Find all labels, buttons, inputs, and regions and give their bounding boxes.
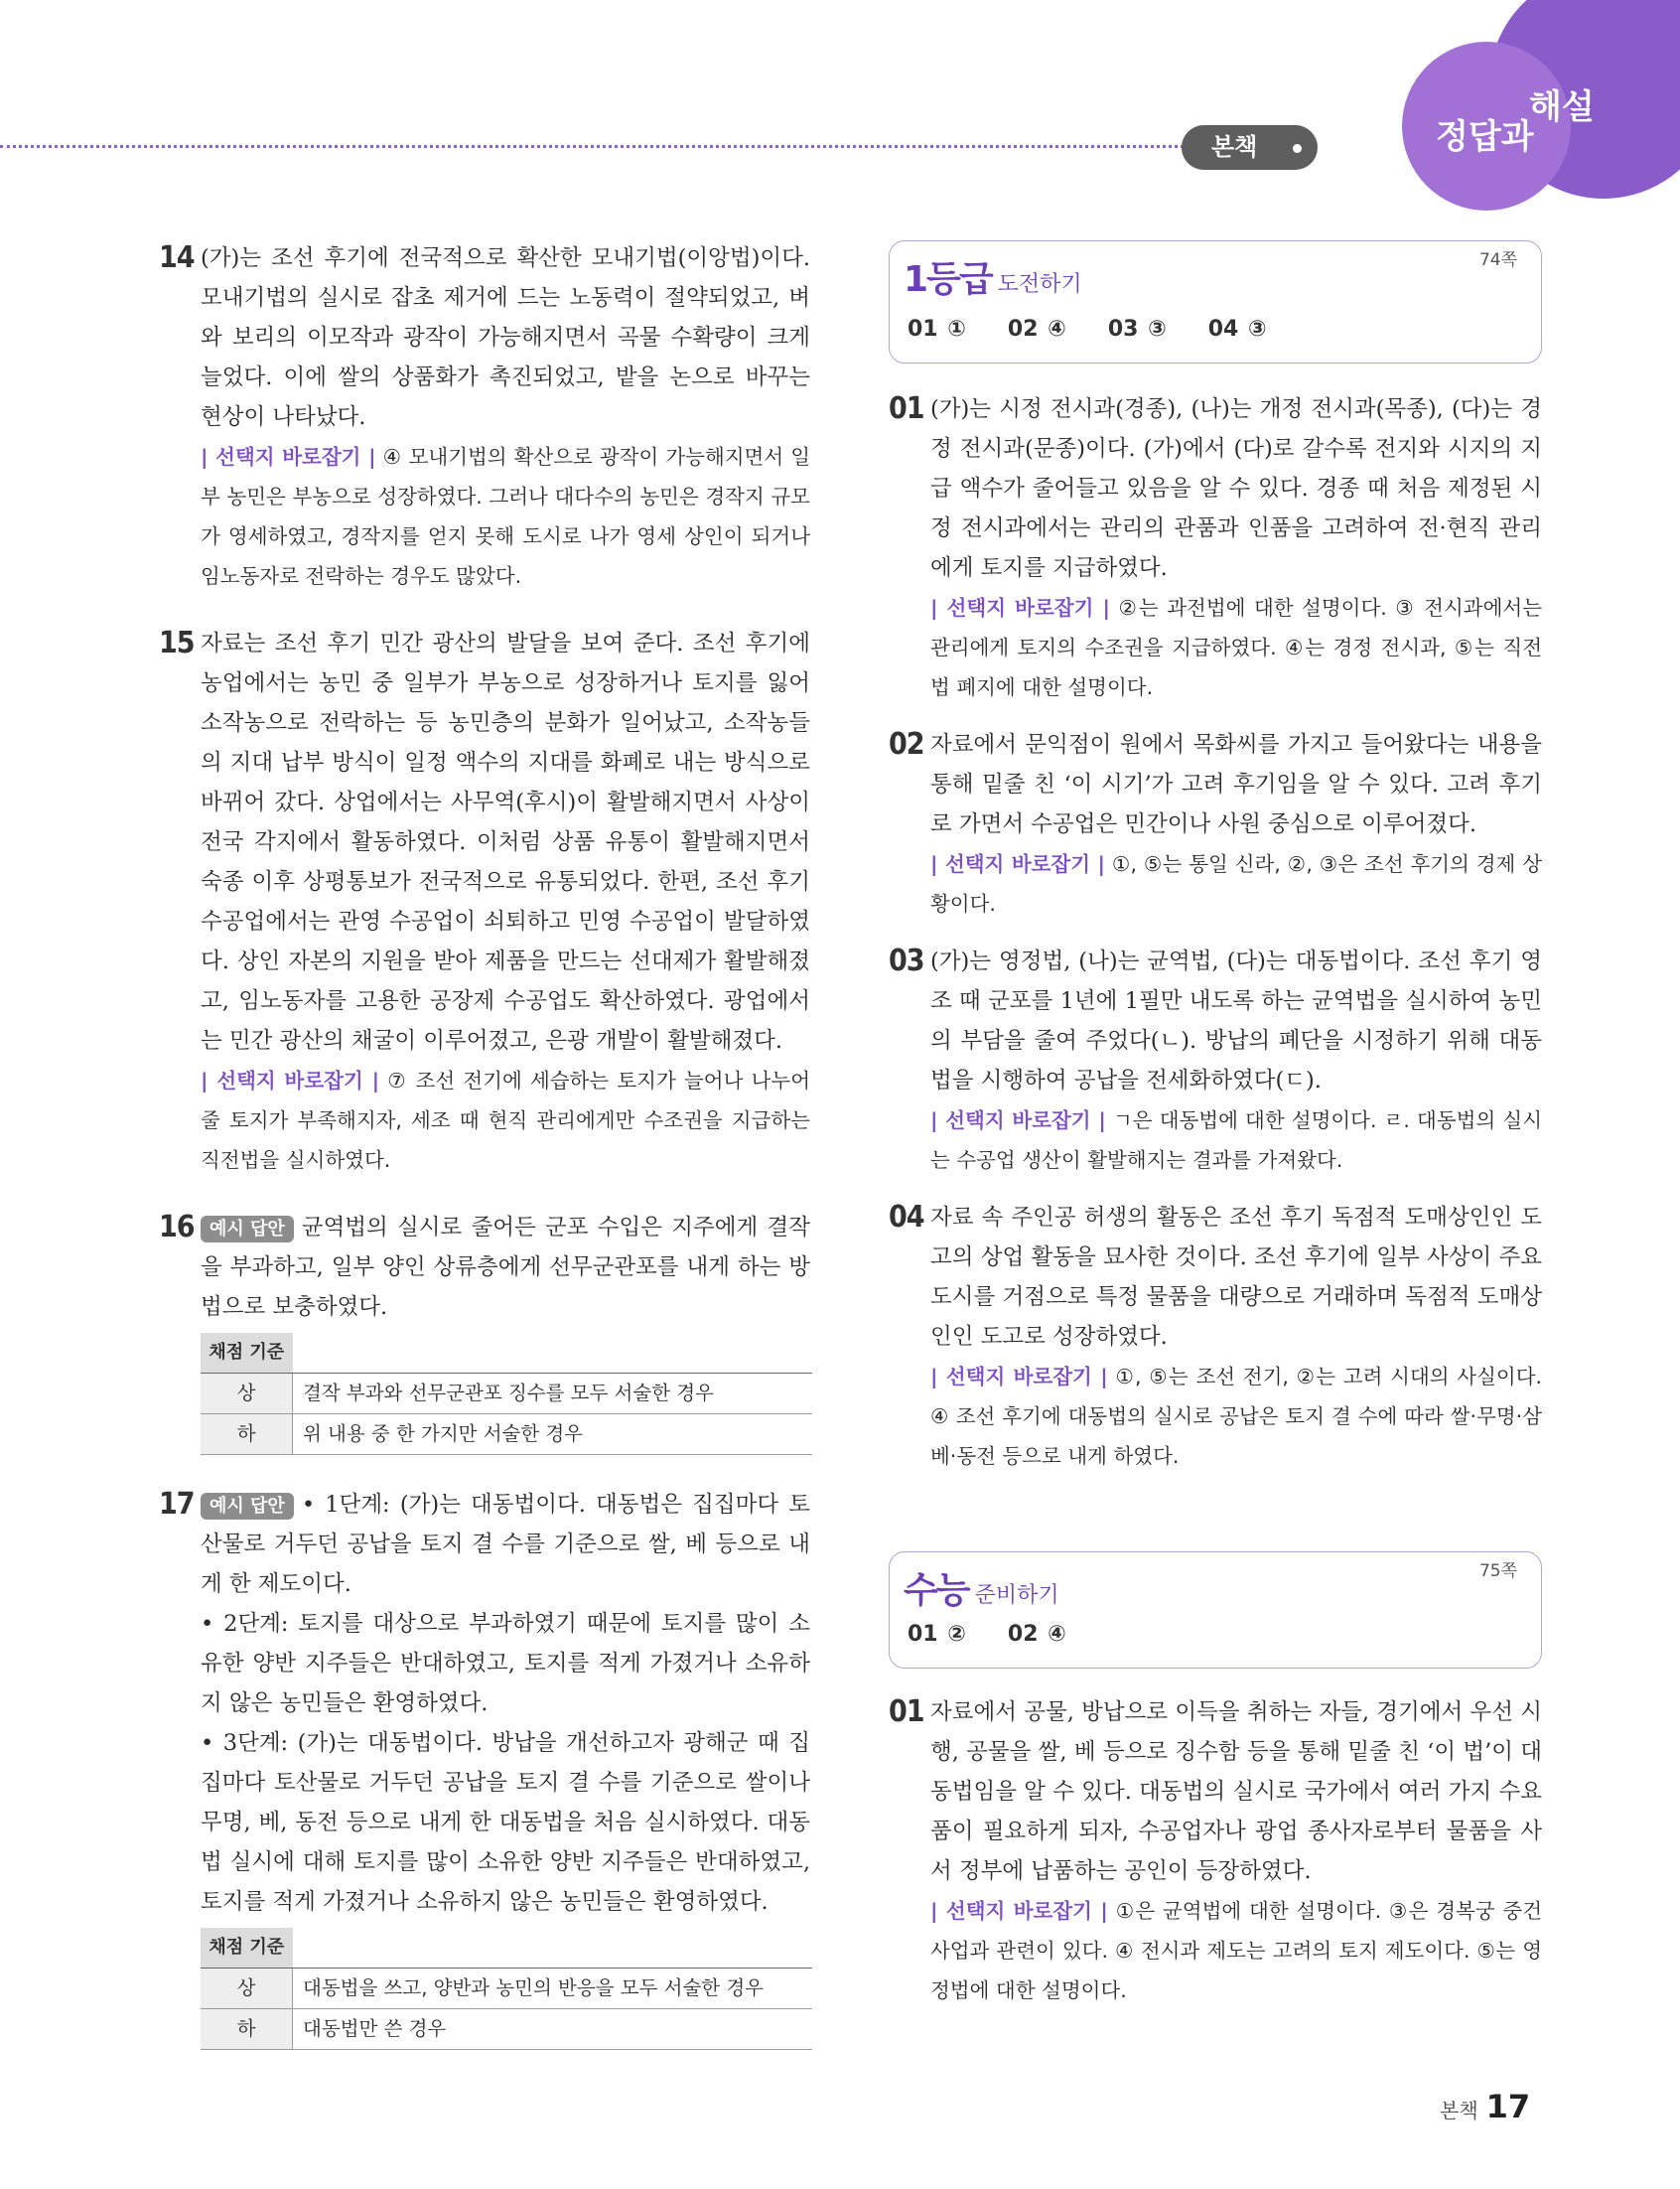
question-text: 균역법의 실시로 줄어든 군포 수입은 지주에게 결작을 부과하고, 일부 양인 상류층에게 선무군관포를 내게 하는 방법으로 보충하였다. bbox=[201, 1215, 810, 1320]
page-footer bbox=[1440, 2088, 1530, 2125]
question-17 bbox=[159, 1485, 810, 2050]
example-answer-badge: 예시 답안 bbox=[201, 1493, 294, 1520]
level1-challenge-box bbox=[889, 240, 1542, 364]
page-number: 17 bbox=[1485, 2088, 1531, 2125]
question-number: 03 bbox=[889, 944, 924, 978]
choice-correction bbox=[930, 1100, 1542, 1180]
choice-correction-text: ㄱ은 대동법에 대한 설명이다. ㄹ. 대동법의 실시는 수공업 생산이 활발해지는 결과를 가져왔다. bbox=[930, 1108, 1542, 1172]
answer-item: 01 ① bbox=[908, 317, 966, 342]
section-pill-label: 본책 bbox=[1211, 133, 1258, 161]
question-number: 16 bbox=[159, 1210, 195, 1244]
box-title-main: 수능 bbox=[904, 1570, 969, 1611]
challenge-question-02 bbox=[889, 725, 1542, 924]
choice-correction bbox=[930, 1891, 1542, 2010]
answer-item: 02 ④ bbox=[1007, 1622, 1066, 1647]
header-dotted-rule bbox=[0, 145, 1201, 148]
question-16 bbox=[159, 1208, 810, 1455]
suneung-question-01 bbox=[889, 1692, 1542, 2010]
answer-item: 02 ④ bbox=[1007, 317, 1066, 342]
choice-correction-text: ①, ⑤는 조선 전기, ②는 고려 시대의 사실이다. ④ 조선 후기에 대동법의 실시로 공납은 토지 결 수에 따라 쌀·무명·삼베·동전 등으로 내게 하였다. bbox=[930, 1365, 1543, 1468]
grading-table bbox=[201, 1333, 812, 1455]
question-number: 15 bbox=[159, 626, 195, 660]
question-number: 01 bbox=[889, 1694, 924, 1729]
choice-correction-tag: | 선택지 바로잡기 | bbox=[930, 1108, 1106, 1132]
corner-title-line2: 정답과 bbox=[1436, 117, 1534, 157]
example-answer-badge: 예시 답안 bbox=[201, 1216, 294, 1242]
choice-correction-tag: | 선택지 바로잡기 | bbox=[930, 1899, 1108, 1923]
choice-correction bbox=[201, 437, 810, 596]
grading-header: 채점 기준 bbox=[201, 1333, 293, 1374]
box-title bbox=[904, 1562, 1059, 1613]
grading-table bbox=[201, 1928, 812, 2050]
answer-key bbox=[908, 1622, 1108, 1647]
challenge-question-04 bbox=[889, 1198, 1542, 1476]
choice-correction-text: ②는 과전법에 대한 설명이다. ③ 전시과에서는 관리에게 토지의 수조권을 지급하였다. ④는 경정 전시과, ⑤는 직전법 폐지에 대한 설명이다. bbox=[930, 596, 1542, 699]
question-number: 04 bbox=[889, 1200, 924, 1235]
step-2-text: • 2단계: 토지를 대상으로 부과하였기 때문에 토지를 많이 소유한 양반 지주들은 반대하였고, 토지를 적게 가졌거나 소유하지 않은 농민들은 환영하였다. bbox=[201, 1611, 810, 1716]
table-row: 하 위 내용 중 한 가지만 서술한 경우 bbox=[201, 1414, 812, 1455]
footer-label: 본책 bbox=[1440, 2099, 1478, 2122]
choice-correction-tag: | 선택지 바로잡기 | bbox=[930, 596, 1111, 620]
answer-item: 03 ③ bbox=[1107, 317, 1167, 342]
box-title-sub: 준비하기 bbox=[974, 1583, 1059, 1608]
question-text: (가)는 시정 전시과(경종), (나)는 개정 전시과(목종), (다)는 경정 전시과(문종)이다. (가)에서 (다)로 갈수록 전지와 시지의 지급 액수가 줄어들고 있음을 알 수 있다. 경종 때 처음 제정된 시정 전시과에서는 관리의 관품과 인품을 고려하여 전·현직 관리에게 토지를 지급하였다. bbox=[930, 396, 1542, 581]
right-column-section1 bbox=[889, 389, 1542, 1476]
table-row: 하 대동법만 쓴 경우 bbox=[201, 2009, 812, 2050]
section-pill bbox=[1182, 125, 1318, 170]
question-text: 자료에서 공물, 방납으로 이득을 취하는 자들, 경기에서 우선 시행, 공물을 쌀, 베 등으로 징수함 등을 통해 밑줄 친 ‘이 법’이 대동법임을 알 수 있다. 대동법의 실시로 국가에서 여러 가지 수요품이 필요하게 되자, 수공업자나 광업 종사자로부터 물품을 사서 정부에 납품하는 공인이 등장하였다. bbox=[930, 1699, 1542, 1884]
page-reference: 74쪽 bbox=[1478, 250, 1517, 270]
question-text: (가)는 조선 후기에 전국적으로 확산한 모내기법(이앙법)이다. 모내기법의 실시로 잡초 제거에 드는 노동력이 절약되었고, 벼와 보리의 이모작과 광작이 가능해지면서 곡물 수확량이 크게 늘었다. 이에 쌀의 상품화가 촉진되었고, 밭을 논으로 바꾸는 현상이 나타났다. bbox=[201, 245, 810, 430]
left-column bbox=[159, 238, 810, 2050]
table-row: 상 결작 부과와 선무군관포 징수를 모두 서술한 경우 bbox=[201, 1374, 812, 1414]
grading-header: 채점 기준 bbox=[201, 1928, 293, 1969]
suneung-prep-box bbox=[889, 1551, 1542, 1669]
choice-correction-tag: | 선택지 바로잡기 | bbox=[201, 1069, 380, 1093]
page-reference: 75쪽 bbox=[1478, 1561, 1517, 1581]
choice-correction bbox=[930, 588, 1542, 707]
pill-dot-icon bbox=[1293, 144, 1302, 153]
question-number: 17 bbox=[159, 1487, 195, 1522]
question-15 bbox=[159, 624, 810, 1180]
choice-correction-text: ①, ⑤는 통일 신라, ②, ③은 조선 후기의 경제 상황이다. bbox=[930, 852, 1542, 916]
box-title-sub: 도전하기 bbox=[997, 272, 1082, 297]
choice-correction bbox=[930, 1357, 1542, 1476]
box-title bbox=[904, 251, 1082, 302]
box-title-main: 1등급 bbox=[904, 259, 992, 300]
choice-correction-tag: | 선택지 바로잡기 | bbox=[930, 852, 1105, 876]
challenge-question-01 bbox=[889, 389, 1542, 707]
question-text: 자료에서 문익점이 원에서 목화씨를 가지고 들어왔다는 내용을 통해 밑줄 친 ‘이 시기’가 고려 후기임을 알 수 있다. 고려 후기로 가면서 수공업은 민간이나 사원 중심으로 이루어졌다. bbox=[930, 732, 1542, 837]
question-text: 자료는 조선 후기 민간 광산의 발달을 보여 준다. 조선 후기에 농업에서는 농민 중 일부가 부농으로 성장하거나 토지를 잃어 소작농으로 전락하는 등 농민층의 분화가 일어났고, 소작농들의 지대 납부 방식이 일정 액수의 지대를 화폐로 내는 방식으로 바뀌어 갔다. 상업에서는 사무역(후시)이 활발해지면서 사상이 전국 각지에서 활동하였다. 이처럼 상품 유통이 활발해지면서 숙종 이후 상평통보가 전국적으로 유통되었다. 한편, 조선 후기 수공업에서는 관영 수공업이 쇠퇴하고 민영 수공업이 발달하였다. 상인 자본의 지원을 받아 제품을 만드는 선대제가 활발해졌고, 임노동자를 고용한 공장제 수공업도 확산하였다. 광업에서는 민간 광산의 채굴이 이루어졌고, 은광 개발이 활발해졌다. bbox=[201, 631, 810, 1054]
question-number: 02 bbox=[889, 727, 924, 762]
choice-correction-text: ④ 모내기법의 확산으로 광작이 가능해지면서 일부 농민은 부농으로 성장하였다. 그러나 대다수의 농민은 경작지 규모가 영세하였고, 경작지를 얻지 못해 도시로 나가 영세 상인이 되거나 임노동자로 전락하는 경우도 많았다. bbox=[201, 445, 810, 588]
question-14 bbox=[159, 238, 810, 596]
choice-correction bbox=[201, 1061, 810, 1180]
step-1-text: • 1단계: (가)는 대동법이다. 대동법은 집집마다 토산물로 거두던 공납을 토지 결 수를 기준으로 쌀, 베 등으로 내게 한 제도이다. bbox=[201, 1492, 810, 1597]
table-row: 상 대동법을 쓰고, 양반과 농민의 반응을 모두 서술한 경우 bbox=[201, 1969, 812, 2009]
choice-correction bbox=[930, 844, 1542, 924]
answer-item: 01 ② bbox=[908, 1622, 966, 1647]
challenge-question-03 bbox=[889, 942, 1542, 1180]
question-text: 자료 속 주인공 허생의 활동은 조선 후기 독점적 도매상인인 도고의 상업 활동을 묘사한 것이다. 조선 후기에 일부 사상이 주요 도시를 거점으로 특정 물품을 대량으로 거래하며 독점적 도매상인인 도고로 성장하였다. bbox=[930, 1205, 1542, 1350]
question-number: 14 bbox=[159, 240, 195, 275]
choice-correction-text: ⑦ 조선 전기에 세습하는 토지가 늘어나 나누어 줄 토지가 부족해지자, 세조 때 현직 관리에게만 수조권을 지급하는 직전법을 실시하였다. bbox=[201, 1069, 810, 1172]
answer-key bbox=[908, 317, 1309, 342]
step-3-text: • 3단계: (가)는 대동법이다. 방납을 개선하고자 광해군 때 집집마다 토산물로 거두던 공납을 토지 결 수를 기준으로 쌀이나 무명, 베, 동전 등으로 내게 한 대동법을 처음 실시하였다. 대동법 실시에 대해 토지를 많이 소유한 양반 지주들은 반대하였고, 토지를 적게 가졌거나 소유하지 않은 농민들은 환영하였다. bbox=[201, 1730, 810, 1915]
answer-item: 04 ③ bbox=[1207, 317, 1267, 342]
question-text: (가)는 영정법, (나)는 균역법, (다)는 대동법이다. 조선 후기 영조 때 군포를 1년에 1필만 내도록 하는 균역법을 실시하여 농민의 부담을 줄여 주었다(ㄴ). 방납의 폐단을 시정하기 위해 대동법을 시행하여 공납을 전세화하였다(ㄷ). bbox=[930, 949, 1542, 1094]
choice-correction-text: ①은 균역법에 대한 설명이다. ③은 경복궁 중건 사업과 관련이 있다. ④ 전시과 제도는 고려의 토지 제도이다. ⑤는 영정법에 대한 설명이다. bbox=[930, 1899, 1543, 2002]
corner-title-line1: 해설 bbox=[1529, 87, 1595, 127]
choice-correction-tag: | 선택지 바로잡기 | bbox=[930, 1365, 1108, 1388]
question-number: 01 bbox=[889, 391, 924, 426]
right-column-section2 bbox=[889, 1692, 1542, 2010]
choice-correction-tag: | 선택지 바로잡기 | bbox=[201, 445, 376, 469]
